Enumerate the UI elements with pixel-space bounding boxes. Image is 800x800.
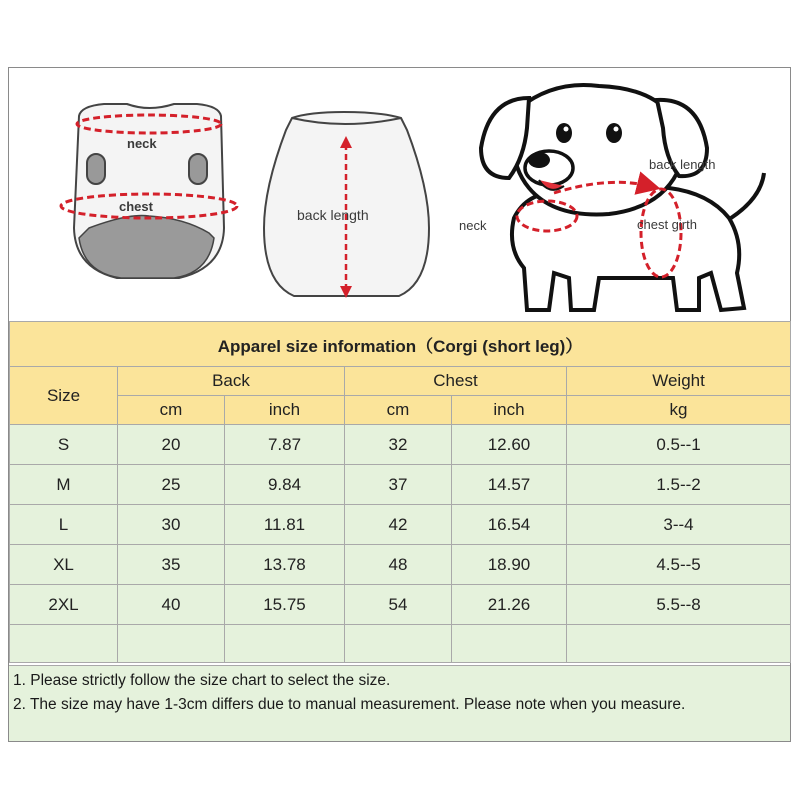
chest-header: Chest: [345, 367, 567, 396]
dog-chest-girth-label: chest girth: [637, 217, 697, 232]
chest-cm-cell: 37: [345, 465, 452, 505]
back-inch-cell: 13.78: [225, 545, 345, 585]
chest-inch-cell: 16.54: [452, 505, 567, 545]
chest-cm-cell: 54: [345, 585, 452, 625]
chest-cm-header: cm: [345, 396, 452, 425]
size-table: [9, 321, 791, 663]
table-row: [10, 545, 791, 585]
chest-inch-cell: 14.57: [452, 465, 567, 505]
vest-back-length-label: back length: [297, 207, 369, 223]
weight-kg-header: kg: [567, 396, 791, 425]
size-header: Size: [10, 367, 118, 425]
weight-cell: 0.5--1: [567, 425, 791, 465]
back-cm-cell: 40: [118, 585, 225, 625]
vest-back-icon: [264, 112, 429, 298]
size-cell: M: [10, 465, 118, 505]
chest-inch-cell: 12.60: [452, 425, 567, 465]
table-row: [10, 505, 791, 545]
dog-back-length-label: back length: [649, 157, 716, 172]
size-cell: L: [10, 505, 118, 545]
back-header: Back: [118, 367, 345, 396]
dog-measurement-icon: [459, 85, 764, 310]
weight-header: Weight: [567, 367, 791, 396]
table-title: Apparel size information（Corgi (short leg)）: [10, 322, 791, 367]
back-cm-cell: 20: [118, 425, 225, 465]
size-cell: S: [10, 425, 118, 465]
notes: [9, 665, 790, 741]
back-cm-cell: 30: [118, 505, 225, 545]
back-cm-cell: 35: [118, 545, 225, 585]
back-cm-cell: 25: [118, 465, 225, 505]
dog-neck-label: neck: [459, 218, 487, 233]
note-line: 1. Please strictly follow the size chart to select the size.: [13, 672, 391, 689]
back-inch-cell: 15.75: [225, 585, 345, 625]
size-cell: 2XL: [10, 585, 118, 625]
measurement-illustration: [9, 68, 790, 321]
back-inch-header: inch: [225, 396, 345, 425]
back-inch-cell: 7.87: [225, 425, 345, 465]
back-inch-cell: 9.84: [225, 465, 345, 505]
back-cm-header: cm: [118, 396, 225, 425]
vest-chest-label: chest: [119, 199, 153, 214]
weight-cell: 4.5--5: [567, 545, 791, 585]
vest-front-icon: [61, 104, 237, 278]
weight-cell: 5.5--8: [567, 585, 791, 625]
chest-cm-cell: 48: [345, 545, 452, 585]
size-chart: [8, 67, 791, 742]
weight-cell: 1.5--2: [567, 465, 791, 505]
back-inch-cell: 11.81: [225, 505, 345, 545]
vest-neck-label: neck: [127, 136, 157, 151]
weight-cell: 3--4: [567, 505, 791, 545]
chest-inch-header: inch: [452, 396, 567, 425]
table-blank-row: [10, 625, 791, 663]
table-row: [10, 465, 791, 505]
note-line: 2. The size may have 1-3cm differs due to manual measurement. Please note when you measure.: [13, 696, 686, 713]
size-cell: XL: [10, 545, 118, 585]
table-row: [10, 585, 791, 625]
chest-inch-cell: 21.26: [452, 585, 567, 625]
chest-inch-cell: 18.90: [452, 545, 567, 585]
chest-cm-cell: 32: [345, 425, 452, 465]
table-row: [10, 425, 791, 465]
chest-cm-cell: 42: [345, 505, 452, 545]
